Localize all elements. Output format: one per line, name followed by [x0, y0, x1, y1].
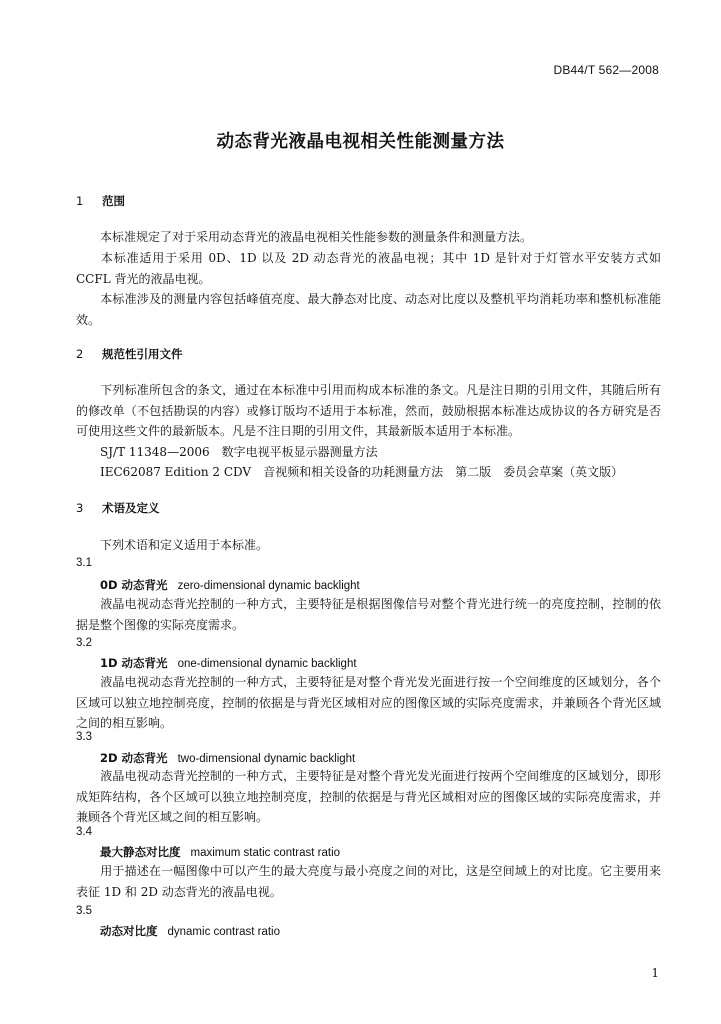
term-3-2	[100, 655, 357, 671]
term-en: two-dimensional dynamic backlight	[177, 753, 356, 765]
term-3-3	[100, 750, 355, 766]
section-3-heading	[76, 500, 160, 516]
term-3-3-definition: 液晶电视动态背光控制的一种方式，主要特征是对整个背光发光面进行按两个空间维度的区域划分，即形成矩阵结构，各个区域可以独立地控制亮度，控制的依据是与背光区域相对应的图像区域的实际亮度需求，并兼顾各个背光区域之间的相互影响。	[76, 769, 661, 824]
term-zh: 2D 动态背光	[100, 751, 168, 765]
section-title: 范围	[102, 194, 126, 208]
term-3-5	[100, 923, 280, 939]
clause-number: 3.5	[76, 905, 92, 917]
standard-code: DB44/T 562—2008	[553, 63, 659, 77]
section-number: 3	[76, 501, 84, 515]
term-3-4-definition: 用于描述在一幅图像中可以产生的最大亮度与最小亮度之间的对比，这是空间域上的对比度。它主要用来表征 1D 和 2D 动态背光的液晶电视。	[76, 864, 661, 899]
section-1-heading	[76, 193, 125, 209]
term-3-4	[100, 844, 340, 860]
section-number: 2	[76, 347, 84, 361]
section-1-paragraph-3: 本标准涉及的测量内容包括峰值亮度、最大静态对比度、动态对比度以及整机平均消耗功率和整机标准能效。	[76, 292, 661, 327]
section-1-paragraph-1: 本标准规定了对于采用动态背光的液晶电视相关性能参数的测量条件和测量方法。	[100, 230, 533, 244]
term-en: dynamic contrast ratio	[167, 926, 280, 938]
term-zh: 0D 动态背光	[100, 578, 168, 592]
clause-number: 3.4	[76, 826, 92, 838]
page-number: 1	[651, 966, 659, 980]
term-en: one-dimensional dynamic backlight	[177, 658, 357, 670]
term-zh: 最大静态对比度	[100, 845, 181, 859]
section-2-paragraph-1: 下列标准所包含的条文，通过在本标准中引用而构成本标准的条文。凡是注日期的引用文件，其随后所有的修改单（不包括勘误的内容）或修订版均不适用于本标准，然而，鼓励根据本标准达成协议的各方研究是否可使用这些文件的最新版本。凡是不注日期的引用文件，其最新版本适用于本标准。	[76, 383, 661, 438]
clause-number: 3.2	[76, 637, 92, 649]
section-2-heading	[76, 346, 183, 362]
term-en: maximum static contrast ratio	[190, 847, 341, 859]
term-zh: 1D 动态背光	[100, 656, 168, 670]
term-3-1	[100, 577, 360, 593]
term-3-1-definition: 液晶电视动态背光控制的一种方式，主要特征是根据图像信号对整个背光进行统一的亮度控制，控制的依据是整个图像的实际亮度需求。	[76, 597, 661, 632]
section-3-intro: 下列术语和定义适用于本标准。	[100, 538, 269, 552]
term-en: zero-dimensional dynamic backlight	[177, 580, 360, 592]
clause-number: 3.3	[76, 731, 92, 743]
term-3-2-definition: 液晶电视动态背光控制的一种方式，主要特征是对整个背光发光面进行按一个空间维度的区域划分，各个区域可以独立地控制亮度，控制的依据是与背光区域相对应的图像区域的实际亮度需求，并兼顾各个背光区域之间的相互影响。	[76, 675, 661, 730]
reference-2: IEC62087 Edition 2 CDV 音视频和相关设备的功耗测量方法 第二版 委员会草案（英文版）	[100, 465, 624, 479]
section-1-paragraph-2: 本标准适用于采用 0D、1D 以及 2D 动态背光的液晶电视；其中 1D 是针对于灯管水平安装方式如 CCFL 背光的液晶电视。	[76, 251, 661, 286]
page-title: 动态背光液晶电视相关性能测量方法	[216, 132, 505, 152]
section-title: 规范性引用文件	[102, 347, 183, 361]
clause-number: 3.1	[76, 557, 92, 569]
reference-1: SJ/T 11348—2006 数字电视平板显示器测量方法	[100, 445, 378, 459]
term-zh: 动态对比度	[100, 924, 158, 938]
section-number: 1	[76, 194, 84, 208]
section-title: 术语及定义	[102, 501, 160, 515]
